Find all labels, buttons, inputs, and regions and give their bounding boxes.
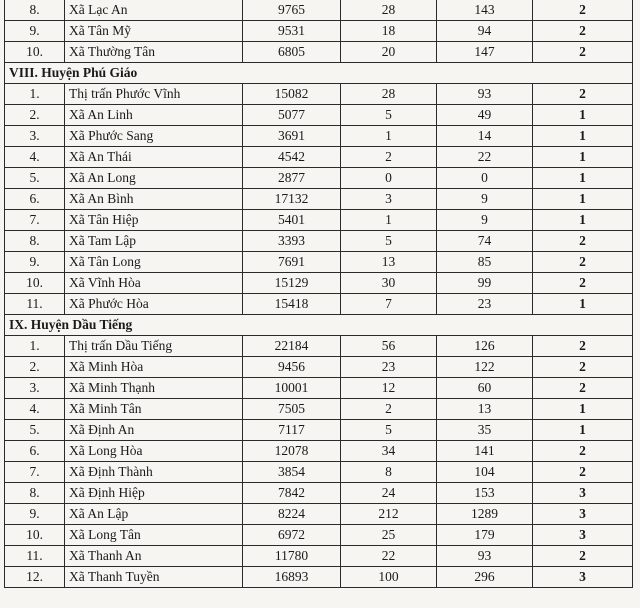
value-cell: 85 [437, 252, 533, 273]
table-row [5, 504, 633, 525]
row-index: 5. [5, 168, 65, 189]
commune-name: Xã Long Tân [65, 525, 243, 546]
commune-name: Thị trấn Dầu Tiếng [65, 336, 243, 357]
value-cell: 122 [437, 357, 533, 378]
table-row [5, 273, 633, 294]
population-cell: 6805 [243, 42, 341, 63]
row-index: 1. [5, 336, 65, 357]
level-cell: 1 [533, 210, 633, 231]
level-cell: 2 [533, 42, 633, 63]
table-row [5, 231, 633, 252]
table-row [5, 0, 633, 21]
commune-name: Xã Phước Hòa [65, 294, 243, 315]
section-header-row [5, 63, 633, 84]
level-cell: 2 [533, 231, 633, 252]
value-cell: 0 [341, 168, 437, 189]
table-row [5, 525, 633, 546]
population-cell: 9765 [243, 0, 341, 21]
value-cell: 1 [341, 126, 437, 147]
row-index: 7. [5, 210, 65, 231]
population-cell: 8224 [243, 504, 341, 525]
population-cell: 22184 [243, 336, 341, 357]
value-cell: 9 [437, 210, 533, 231]
commune-name: Xã Tân Long [65, 252, 243, 273]
section-title: VIII. Huyện Phú Giáo [5, 63, 633, 84]
row-index: 6. [5, 189, 65, 210]
population-cell: 5401 [243, 210, 341, 231]
value-cell: 30 [341, 273, 437, 294]
row-index: 10. [5, 273, 65, 294]
section-header-row [5, 315, 633, 336]
table-row [5, 378, 633, 399]
value-cell: 0 [437, 168, 533, 189]
commune-name: Xã Tân Hiệp [65, 210, 243, 231]
value-cell: 5 [341, 105, 437, 126]
table-row [5, 210, 633, 231]
value-cell: 28 [341, 0, 437, 21]
commune-name: Thị trấn Phước Vĩnh [65, 84, 243, 105]
value-cell: 93 [437, 546, 533, 567]
table-body [5, 0, 633, 588]
value-cell: 7 [341, 294, 437, 315]
level-cell: 3 [533, 525, 633, 546]
value-cell: 104 [437, 462, 533, 483]
value-cell: 3 [341, 189, 437, 210]
table-row [5, 126, 633, 147]
table-row [5, 105, 633, 126]
value-cell: 5 [341, 231, 437, 252]
population-cell: 3393 [243, 231, 341, 252]
row-index: 2. [5, 357, 65, 378]
table-row [5, 294, 633, 315]
table-row [5, 462, 633, 483]
commune-name: Xã Thanh Tuyền [65, 567, 243, 588]
value-cell: 13 [341, 252, 437, 273]
commune-name: Xã Định An [65, 420, 243, 441]
value-cell: 13 [437, 399, 533, 420]
commune-name: Xã An Lập [65, 504, 243, 525]
commune-name: Xã Minh Hòa [65, 357, 243, 378]
population-cell: 5077 [243, 105, 341, 126]
row-index: 1. [5, 84, 65, 105]
commune-name: Xã Thường Tân [65, 42, 243, 63]
commune-name: Xã Thanh An [65, 546, 243, 567]
row-index: 7. [5, 462, 65, 483]
level-cell: 2 [533, 546, 633, 567]
population-cell: 6972 [243, 525, 341, 546]
table-row [5, 441, 633, 462]
level-cell: 2 [533, 462, 633, 483]
population-cell: 9531 [243, 21, 341, 42]
value-cell: 296 [437, 567, 533, 588]
value-cell: 18 [341, 21, 437, 42]
commune-name: Xã Lạc An [65, 0, 243, 21]
value-cell: 100 [341, 567, 437, 588]
value-cell: 56 [341, 336, 437, 357]
commune-table [4, 0, 633, 588]
population-cell: 10001 [243, 378, 341, 399]
value-cell: 147 [437, 42, 533, 63]
table-row [5, 399, 633, 420]
value-cell: 25 [341, 525, 437, 546]
commune-name: Xã Tam Lập [65, 231, 243, 252]
value-cell: 20 [341, 42, 437, 63]
commune-name: Xã Tân Mỹ [65, 21, 243, 42]
value-cell: 143 [437, 0, 533, 21]
level-cell: 2 [533, 273, 633, 294]
value-cell: 12 [341, 378, 437, 399]
level-cell: 1 [533, 294, 633, 315]
population-cell: 7691 [243, 252, 341, 273]
population-cell: 12078 [243, 441, 341, 462]
value-cell: 93 [437, 84, 533, 105]
population-cell: 9456 [243, 357, 341, 378]
population-cell: 15129 [243, 273, 341, 294]
table-row [5, 42, 633, 63]
commune-name: Xã An Thái [65, 147, 243, 168]
level-cell: 2 [533, 336, 633, 357]
value-cell: 8 [341, 462, 437, 483]
population-cell: 15082 [243, 84, 341, 105]
level-cell: 2 [533, 0, 633, 21]
table-row [5, 483, 633, 504]
value-cell: 22 [341, 546, 437, 567]
section-title: IX. Huyện Dầu Tiếng [5, 315, 633, 336]
level-cell: 1 [533, 147, 633, 168]
row-index: 4. [5, 147, 65, 168]
value-cell: 179 [437, 525, 533, 546]
value-cell: 2 [341, 399, 437, 420]
value-cell: 23 [341, 357, 437, 378]
table-row [5, 147, 633, 168]
row-index: 11. [5, 546, 65, 567]
value-cell: 126 [437, 336, 533, 357]
value-cell: 23 [437, 294, 533, 315]
table-row [5, 84, 633, 105]
commune-name: Xã An Bình [65, 189, 243, 210]
level-cell: 1 [533, 189, 633, 210]
level-cell: 2 [533, 357, 633, 378]
table-row [5, 252, 633, 273]
row-index: 9. [5, 504, 65, 525]
level-cell: 1 [533, 399, 633, 420]
row-index: 5. [5, 420, 65, 441]
level-cell: 2 [533, 252, 633, 273]
row-index: 12. [5, 567, 65, 588]
row-index: 8. [5, 483, 65, 504]
level-cell: 2 [533, 441, 633, 462]
table-row [5, 168, 633, 189]
level-cell: 3 [533, 504, 633, 525]
level-cell: 1 [533, 168, 633, 189]
level-cell: 2 [533, 21, 633, 42]
commune-name: Xã Phước Sang [65, 126, 243, 147]
table-row [5, 21, 633, 42]
value-cell: 1289 [437, 504, 533, 525]
table-row [5, 546, 633, 567]
row-index: 6. [5, 441, 65, 462]
commune-name: Xã An Linh [65, 105, 243, 126]
table-row [5, 420, 633, 441]
value-cell: 35 [437, 420, 533, 441]
population-cell: 7505 [243, 399, 341, 420]
level-cell: 3 [533, 567, 633, 588]
level-cell: 1 [533, 105, 633, 126]
value-cell: 60 [437, 378, 533, 399]
row-index: 4. [5, 399, 65, 420]
value-cell: 212 [341, 504, 437, 525]
value-cell: 9 [437, 189, 533, 210]
row-index: 8. [5, 0, 65, 21]
row-index: 2. [5, 105, 65, 126]
commune-name: Xã Minh Thạnh [65, 378, 243, 399]
population-cell: 15418 [243, 294, 341, 315]
table-row [5, 336, 633, 357]
population-cell: 4542 [243, 147, 341, 168]
value-cell: 24 [341, 483, 437, 504]
commune-name: Xã Vĩnh Hòa [65, 273, 243, 294]
level-cell: 2 [533, 378, 633, 399]
value-cell: 28 [341, 84, 437, 105]
value-cell: 49 [437, 105, 533, 126]
value-cell: 141 [437, 441, 533, 462]
row-index: 10. [5, 525, 65, 546]
commune-name: Xã An Long [65, 168, 243, 189]
level-cell: 2 [533, 84, 633, 105]
population-cell: 7117 [243, 420, 341, 441]
table-row [5, 189, 633, 210]
row-index: 9. [5, 21, 65, 42]
row-index: 9. [5, 252, 65, 273]
level-cell: 3 [533, 483, 633, 504]
population-cell: 3691 [243, 126, 341, 147]
value-cell: 22 [437, 147, 533, 168]
value-cell: 94 [437, 21, 533, 42]
population-cell: 11780 [243, 546, 341, 567]
value-cell: 5 [341, 420, 437, 441]
population-cell: 7842 [243, 483, 341, 504]
row-index: 3. [5, 378, 65, 399]
value-cell: 14 [437, 126, 533, 147]
value-cell: 1 [341, 210, 437, 231]
value-cell: 2 [341, 147, 437, 168]
population-cell: 2877 [243, 168, 341, 189]
commune-name: Xã Định Hiệp [65, 483, 243, 504]
value-cell: 74 [437, 231, 533, 252]
commune-name: Xã Định Thành [65, 462, 243, 483]
value-cell: 99 [437, 273, 533, 294]
population-cell: 3854 [243, 462, 341, 483]
row-index: 8. [5, 231, 65, 252]
row-index: 10. [5, 42, 65, 63]
level-cell: 1 [533, 420, 633, 441]
value-cell: 153 [437, 483, 533, 504]
population-cell: 17132 [243, 189, 341, 210]
table-row [5, 567, 633, 588]
population-cell: 16893 [243, 567, 341, 588]
level-cell: 1 [533, 126, 633, 147]
row-index: 3. [5, 126, 65, 147]
commune-name: Xã Long Hòa [65, 441, 243, 462]
value-cell: 34 [341, 441, 437, 462]
row-index: 11. [5, 294, 65, 315]
table-row [5, 357, 633, 378]
commune-name: Xã Minh Tân [65, 399, 243, 420]
